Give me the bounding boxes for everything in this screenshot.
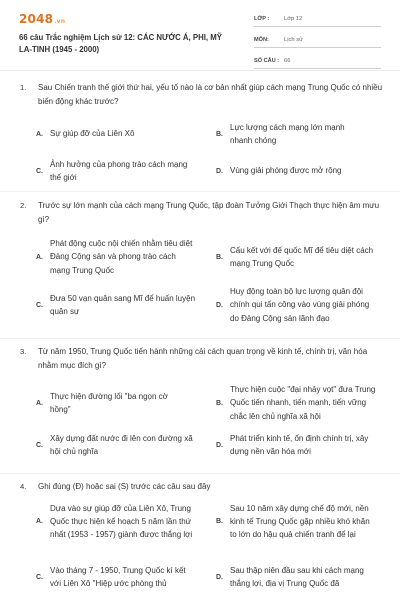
option-text: Lực lượng cách mạng lớn mạnh nhanh chóng (230, 122, 345, 146)
question-head (0, 345, 400, 372)
header-divider (0, 70, 400, 71)
answer-option-c[interactable] (36, 427, 208, 463)
question-separator (0, 338, 400, 339)
answer-option-a[interactable] (36, 235, 208, 279)
question-number: 2. (20, 201, 27, 210)
question-1 (0, 81, 400, 188)
logo-text: 2048 (19, 12, 54, 26)
meta-key: LỚP : (254, 16, 270, 22)
answer-option-b[interactable] (216, 502, 388, 542)
question-head (0, 81, 400, 108)
meta-value: Lớp 12 (284, 16, 303, 22)
option-letter: B. (216, 130, 223, 138)
question-text: Từ năm 1950, Trung Quốc tiến hành những cải cách quan trọng về kinh tế, chính trị, văn hóa nhằm mục đích gì? (38, 347, 368, 370)
answer-option-d[interactable] (216, 283, 388, 327)
option-text: Thực hiện cuộc "đại nhảy vọt" đưa Trung Quốc tiến nhanh, tiến mạnh, tiến vững chắc lên chủ nghĩa xã hội (230, 385, 376, 421)
option-letter: A. (36, 518, 43, 526)
question-number: 3. (20, 347, 27, 356)
answer-option-d[interactable] (216, 154, 388, 188)
meta-value: 66 (284, 58, 291, 64)
answer-option-c[interactable] (36, 154, 208, 188)
option-letter: D. (216, 167, 223, 175)
option-text: Sau thập niên đầu sau khi cách mạng thắng lợi, địa vị Trung Quốc đã (230, 565, 364, 588)
answer-options (36, 235, 400, 327)
answer-options (36, 117, 400, 188)
document-header (0, 0, 400, 70)
option-text: Huy động toàn bộ lực lượng quân đội chính qui tấn công vào vùng giải phóng do Đảng Cộng sản lãnh đạo (230, 287, 370, 323)
question-text: Trước sự lớn mạnh của cách mạng Trung Quốc, tập đoàn Tưởng Giới Thạch thực hiện âm mưu gì? (38, 201, 380, 224)
option-text: Vào tháng 7 - 1950, Trung Quốc kí kết với Liên Xô "Hiệp ước phòng thủ (50, 565, 186, 588)
option-letter: C. (36, 573, 43, 581)
question-separator (0, 473, 400, 474)
option-text: Xây dựng đất nước đi lên con đường xã hội chủ nghĩa (50, 433, 193, 457)
option-text: Phát triển kinh tế, ổn định chính trị, xây dựng nền văn hóa mới (230, 433, 369, 457)
document-title: 66 câu Trắc nghiệm Lịch sử 12: CÁC NƯỚC Á, PHI, MỸ LA-TINH (1945 - 2000) (19, 33, 222, 54)
document-meta (254, 12, 381, 75)
option-text: Phát động cuộc nội chiến nhằm tiêu diệt Đảng Cộng sản và phong trào cách mạng Trung Quốc (50, 239, 193, 275)
option-text: Ảnh hưởng của phong trào cách mạng thế giới (50, 159, 188, 183)
option-letter: D. (216, 441, 223, 449)
answer-option-d[interactable] (216, 564, 388, 591)
answer-options (36, 502, 400, 594)
option-letter: B. (216, 253, 223, 261)
option-text: Thực hiện đường lối "ba ngọn cờ hồng" (50, 391, 168, 415)
answer-option-c[interactable] (36, 283, 208, 327)
option-text: Sau 10 năm xây dựng chế độ mới, nền kinh tế Trung Quốc gặp nhiều khó khăn to lớn do hậu quả chiến tranh để lại (230, 503, 370, 540)
option-letter: D. (216, 573, 223, 581)
question-number: 4. (20, 482, 27, 491)
option-letter: A. (36, 399, 43, 407)
option-letter: A. (36, 253, 43, 261)
answer-option-b[interactable] (216, 235, 388, 279)
option-text: Cấu kết với đế quốc Mĩ để tiêu diệt cách mạng Trung Quốc (230, 245, 374, 269)
option-letter: A. (36, 130, 43, 138)
question-head (0, 480, 400, 494)
meta-value: Lịch sử (284, 37, 304, 43)
site-logo[interactable] (19, 12, 65, 26)
logo-domain: .vn (54, 18, 66, 25)
question-text: Sau Chiến tranh thế giới thứ hai, yếu tố nào là cơ bản nhất giúp cách mạng Trung Quốc có nhiều biến động khác trước? (38, 83, 383, 106)
answer-option-a[interactable] (36, 381, 208, 425)
answer-option-b[interactable] (216, 117, 388, 151)
answer-option-b[interactable] (216, 381, 388, 425)
meta-key: MÔN: (254, 37, 269, 43)
option-text: Đưa 50 vạn quân sang Mĩ để huấn luyện quân sự (50, 293, 196, 317)
question-separator (0, 191, 400, 192)
question-text: Ghi đúng (Đ) hoặc sai (S) trước các câu sau đây (38, 482, 211, 491)
answer-option-a[interactable] (36, 502, 208, 542)
option-text: Vùng giải phóng được mở rộng (230, 166, 342, 176)
meta-row-subject (254, 33, 381, 48)
answer-option-a[interactable] (36, 117, 208, 151)
option-letter: B. (216, 518, 223, 526)
option-letter: B. (216, 399, 223, 407)
option-text: Sự giúp đỡ của Liên Xô (50, 129, 135, 139)
answer-option-d[interactable] (216, 427, 388, 463)
question-2 (0, 199, 400, 327)
question-4 (0, 480, 400, 594)
meta-key: SỐ CÂU : (254, 58, 280, 64)
option-letter: C. (36, 167, 43, 175)
answer-option-c[interactable] (36, 564, 208, 591)
question-head (0, 199, 400, 226)
answer-options (36, 381, 400, 463)
meta-row-class (254, 12, 381, 27)
option-letter: C. (36, 441, 43, 449)
option-text: Dựa vào sự giúp đỡ của Liên Xô, Trung Quốc thực hiện kế hoạch 5 năm lần thứ nhất (1953 - 1957) giành được thắng lợi (50, 503, 193, 540)
option-letter: D. (216, 301, 223, 309)
question-number: 1. (20, 83, 27, 92)
question-3 (0, 345, 400, 463)
meta-row-count (254, 54, 381, 69)
option-letter: C. (36, 301, 43, 309)
